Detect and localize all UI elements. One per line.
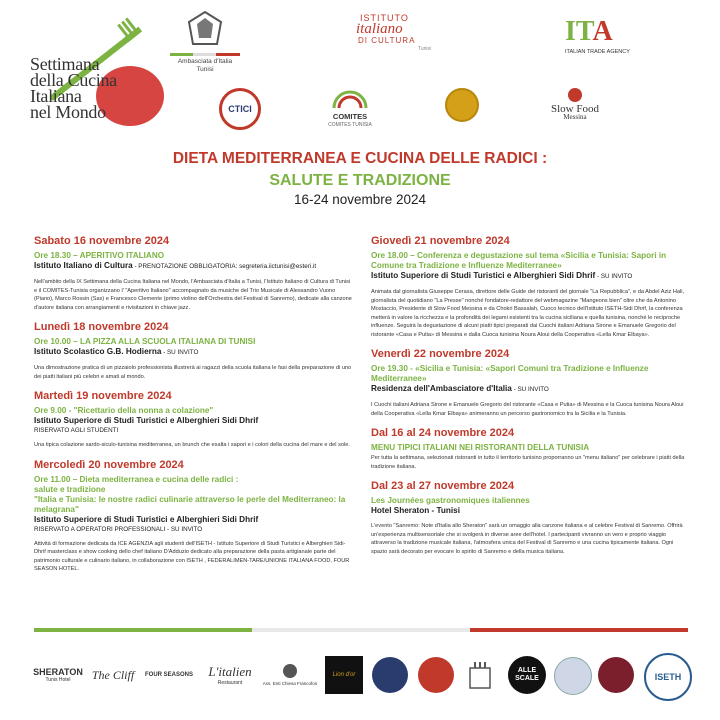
place-note: - SU INVITO <box>595 273 633 280</box>
event-description: Nell'ambito della IX Settimana della Cucina Italiana nel Mondo, l'Ambasciata d'Italia a Tunisi, l'Istituto Italiano di Cultura di Tunisi e il COMITES-Tunisia organizzano l' "Aperitivo Italiano" accompagnato da musiche del Trio Musicale di Alessandro Vuono (Piano), Marco Rossin (Sax) e Francesco Clemente (primo violino dell'Orchestra del Festival di Sanremo), dedicate alla canzone d'autore italiana con arrangiamenti e rivisitazioni in chiave jazz. <box>34 279 352 311</box>
ambasciata-logo <box>160 10 250 74</box>
sponsor-fourseasons: FOUR SEASONS <box>144 672 193 678</box>
istituto-line-3: DI CULTURA <box>358 36 416 45</box>
ctici-logo <box>205 88 275 130</box>
event-block <box>371 347 689 418</box>
day-heading: Dal 23 al 27 novembre 2024 <box>371 480 515 492</box>
ctici-mark: CTICI <box>219 88 261 130</box>
event-description: Attività di formazione dedicata da ICE AGENZIA agli studenti dell'ISETH - Istituto Superiore di Studi Turistici e Alberghieri Sidi-Dhrif masterclass e show cooking dello chef italiano D'Adduzio dedicato alla preparazione della pasta artigianale parte del patrimonio culturale e culinario italiano, in collaborazione con ISETH , FEDERALIMEN-TARE/UNIONE ITALIANA FOOD, FOUR SEASON HOTEL. <box>34 540 350 572</box>
tricolor-bar <box>170 53 240 56</box>
settimana-logo-text <box>30 56 170 120</box>
istituto-line-1: ISTITUTO <box>360 13 409 23</box>
sheraton-name: SHERATON <box>33 667 83 677</box>
sheraton-sub: Tunis Hotel <box>45 677 71 683</box>
place-name: Istituto Italiano di Cultura <box>34 261 133 270</box>
place-name: Istituto Superiore di Studi Turistici e Alberghieri Sidi Dhrif <box>34 416 259 425</box>
event-title: Les Journées gastronomiques italiennes <box>371 496 530 505</box>
day-heading: Giovedì 21 novembre 2024 <box>371 235 510 247</box>
place-name: Hotel Sheraton - Tunisi <box>371 506 461 515</box>
event-title: Ore 18.30 – APERITIVO ITALIANO <box>34 251 165 260</box>
sponsor-building <box>462 650 498 700</box>
event-description: Per tutta la settimana, selezionati ristoranti in tutto il territorio tunisino proporranno un "menu italiano" per celebrare i piatti della tradizione italiana. <box>371 455 685 470</box>
event-block <box>34 389 354 450</box>
sponsor-cliff: The Cliff <box>91 667 135 682</box>
sponsor-sheraton <box>30 650 86 700</box>
building-icon <box>468 660 492 690</box>
event-title: MENU TIPICI ITALIANI NEI RISTORANTI DELLA TUNISIA <box>371 443 590 452</box>
day-heading: Venerdì 22 novembre 2024 <box>371 348 510 360</box>
comites-mark: COMITES <box>332 112 368 121</box>
day-heading: Lunedì 18 novembre 2024 <box>34 321 169 333</box>
ita-mark: ITA <box>565 16 613 47</box>
sponsor-maroon-circle <box>598 657 634 693</box>
arc-icon <box>330 88 370 110</box>
emblem-icon <box>185 10 225 48</box>
event-place <box>371 384 689 395</box>
istituto-line-4: Tunisi <box>418 46 432 52</box>
event-block <box>34 458 354 574</box>
day-heading: Dal 16 al 24 novembre 2024 <box>371 427 515 439</box>
right-column <box>371 234 689 564</box>
event-description: Una dimostrazione pratica di un pizzaiolo professionista illustrerà ai ragazzi della scuola italiana le fasi della preparazione di uno dei piatti italiani più celebri e amati al mondo. <box>34 365 352 380</box>
event-block <box>371 426 689 471</box>
italien-sub: Restaurant <box>217 680 243 686</box>
place-note: RISERVATO AGLI STUDENTI <box>34 427 119 434</box>
event-title: Ore 18.00 – Conferenza e degustazione sul tema «Sicilia e Tunisia: Sapori in Comune tra Tradizione e Influenze Mediterranee» <box>371 251 667 270</box>
italien-name: L'italien <box>208 664 252 679</box>
event-block <box>34 320 354 381</box>
event-place <box>371 271 689 282</box>
logo-line-4: nel Mondo <box>30 102 106 122</box>
seal-icon <box>445 88 479 122</box>
signature-caption: Ass. Enti Chiesa Francofon <box>262 681 318 686</box>
place-name: Istituto Superiore di Studi Turistici e Alberghieri Sidi Dhrif <box>34 514 259 524</box>
event-block <box>371 479 689 556</box>
event-title: Ore 10.00 – LA PIZZA ALLA SCUOLA ITALIANA DI TUNISI <box>34 337 256 346</box>
sponsor-signature <box>262 650 318 700</box>
place-note: RISERVATO A OPERATORI PROFESSIONALI - SU INVITO <box>34 525 203 533</box>
event-title: Ore 9.00 - "Ricettario della nonna a colazione" <box>34 406 214 415</box>
place-note: - SU INVITO <box>511 386 549 393</box>
main-subtitle: SALUTE E TRADIZIONE <box>269 172 451 189</box>
ita-caption: ITALIAN TRADE AGENCY <box>565 49 630 55</box>
day-heading: Sabato 16 novembre 2024 <box>34 235 170 247</box>
event-description: Animata dal giornalista Giuseppe Cerasa, direttore delle Guide dei ristoranti del giornale "La Repubblica", e da Abdel Aziz Hali, giornalista del quotidiano "La Presse" nonché fondatore-redattore del webmagazine "Mangeons bien" oltre che da Antonino Mostaccio, Presidente di Slow Food Messina e da Chokri Bassalah, Cuoco tecnico dell'Istituto ISETH-Sidi Dhrif, la conferenza metterà in valore la ricchezza e la profondità dei legami esistenti tra la cucina siciliana e quella tunisina, nonché le reciproche influenze. Seguirà la degustazione di alcuni piatti tipici preparati dai Cuochi italiani Adriana Sirone e Emanuele Gregorio del ristorante «Casa e Putia» di Messina e dalla Cuoca tunisina Noura Aloui della Cooperativa «Lella Kmar Elbaya». <box>371 289 685 338</box>
main-dates: 16-24 novembre 2024 <box>293 192 427 207</box>
place-name: Istituto Superiore di Studi Turistici e Alberghieri Sidi Dhrif <box>371 271 596 280</box>
day-heading: Mercoledì 20 novembre 2024 <box>34 458 184 471</box>
event-title: Ore 19.30 - «Sicilia e Tunisia: «Sapori Comuni tra Tradizione e Influenze Mediterranee» <box>371 364 649 383</box>
event-description: Una tipica colazione sardo-siculo-tunisina mediterranea, un brunch che esalta i sapori e i colori della cucina del mare e del sole. <box>34 442 350 448</box>
event-place <box>34 347 354 358</box>
sponsor-blue-circle <box>372 657 408 693</box>
istituto-logo <box>340 14 440 53</box>
comites-logo <box>315 88 385 129</box>
logo-line-2: della Cucina <box>30 70 117 90</box>
ambasciata-city: Tunisi <box>196 66 214 73</box>
event-block <box>34 234 354 312</box>
sponsor-allescale: ALLE SCALE <box>508 656 546 694</box>
sponsor-italien <box>200 650 260 700</box>
left-column <box>34 234 354 582</box>
snail-icon <box>568 88 582 102</box>
istituto-line-2: italiano <box>356 21 403 37</box>
event-title-line-2: salute e tradizione <box>34 484 106 494</box>
event-description: L'evento "Sanremo: Note d'Italia allo Sheraton" sarà un omaggio alla canzone italiana e al celebre Festival di Sanremo. Offrirà un'esperienza multisensoriale che si svolgerà in diverse aree dell'hotel. I partecipanti vivranno un vero e proprio viaggio attraverso la tradizione musicale italiana, l'atmosfera unica del Festival di Sanremo e una cucina tipicamente italiana. Ogni spazio sarà decorato per evocare lo spirito di Sanremo e della musica italiana. <box>371 523 683 555</box>
slowfood-logo <box>535 88 615 121</box>
logo-line-1: Settimana <box>30 54 100 74</box>
place-note: - SU INVITO <box>161 349 199 356</box>
slowfood-name: Slow Food <box>551 103 599 115</box>
tricolor-stripe <box>34 628 688 632</box>
event-place <box>34 261 354 272</box>
sponsor-lionedor: Lion d'or <box>325 656 363 694</box>
chef-icon <box>283 664 297 678</box>
ambasciata-caption: Ambasciata d'Italia <box>177 58 233 65</box>
ita-logo <box>565 18 655 55</box>
sponsor-grey-circle <box>554 657 592 695</box>
place-note: - PRENOTAZIONE OBBLIGATORIA: segreteria.iictunisi@esteri.it <box>132 263 317 270</box>
sponsor-red-circle <box>418 657 454 693</box>
event-title-line-3: "Italia e Tunisia: le nostre radici culinarie attraverso le perle del Mediterraneo: la melagrana" <box>34 494 346 514</box>
logo-line-3: Italiana <box>30 86 82 106</box>
event-title: Ore 11.00 – Dieta mediterranea e cucina delle radici : <box>34 474 239 484</box>
slowfood-city: Messina <box>563 113 587 121</box>
event-description: I Cuochi italiani Adriana Sirone e Emanuele Gregorio del ristorante «Casa e Putia» di Messina e la Cuoca tunisina Noura Aloui della Cooperativa «Lella Kmar Elbaya» animeranno un percorso gastronomico tra la Sicilia e la Tunisia. <box>371 402 684 417</box>
comites-caption: COMITES TUNISIA <box>328 122 372 128</box>
sponsor-iseth: ISETH <box>644 653 692 701</box>
place-name: Residenza dell'Ambasciatore d'Italia <box>371 384 512 393</box>
coin-logo <box>445 88 485 122</box>
event-block <box>371 234 689 339</box>
place-name: Istituto Scolastico G.B. Hodierna <box>34 347 162 356</box>
main-title: DIETA MEDITERRANEA E CUCINA DELLE RADICI : <box>172 150 548 167</box>
day-heading: Martedì 19 novembre 2024 <box>34 390 172 402</box>
